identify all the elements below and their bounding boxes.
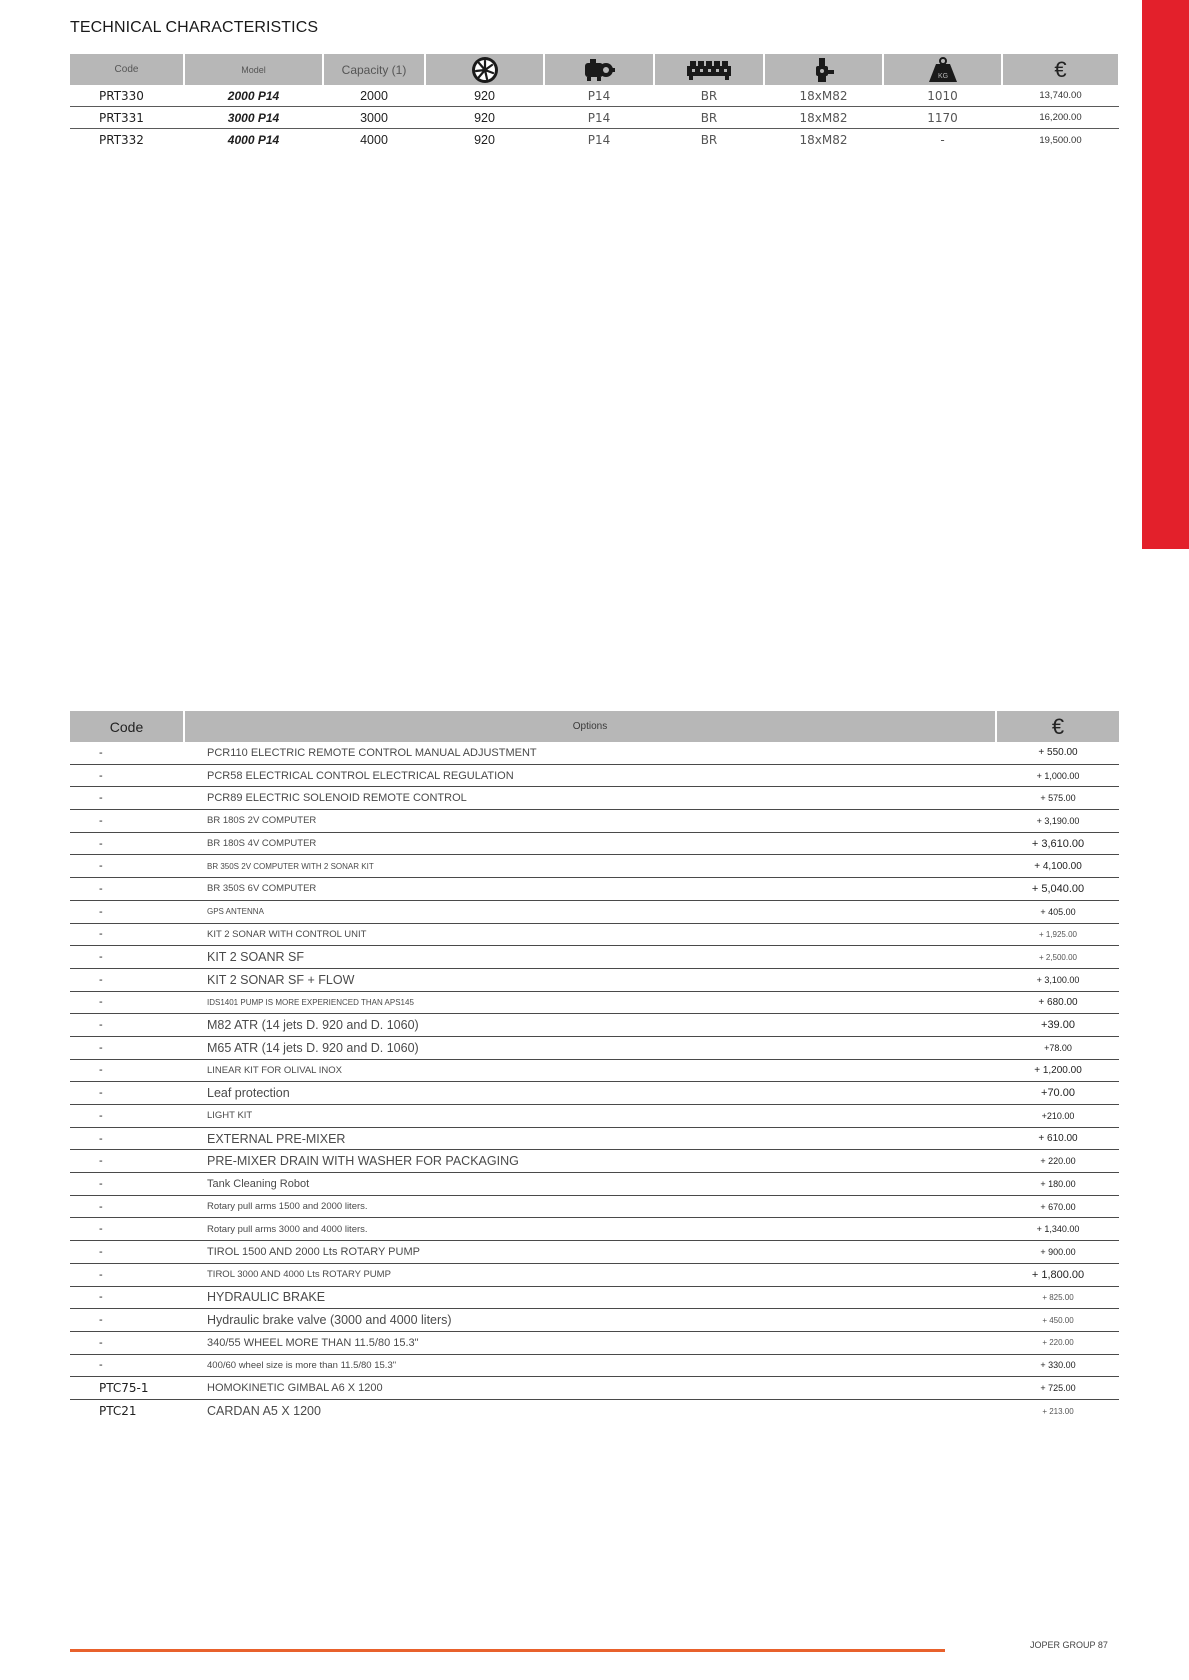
cell-price: + 670.00 (1040, 1201, 1076, 1212)
table-row (70, 742, 1119, 765)
cell-price: + 180.00 (1040, 1178, 1076, 1189)
table-row (70, 1400, 1119, 1423)
cell-price: +78.00 (1044, 1042, 1072, 1053)
cell-option: EXTERNAL PRE-MIXER (207, 1131, 346, 1146)
cell-price: + 1,000.00 (1036, 770, 1080, 781)
cell-code: - (99, 860, 103, 873)
cell-code: - (99, 746, 103, 759)
header-options: Options (185, 711, 995, 742)
cell-code: - (99, 1245, 103, 1258)
cell-price: +70.00 (1041, 1087, 1075, 1100)
cell-option: M82 ATR (14 jets D. 920 and D. 1060) (207, 1018, 419, 1033)
footer-page-label: JOPER GROUP 87 (1030, 1640, 1108, 1650)
cell-nozzles: 18xM82 (799, 133, 848, 147)
cell-price: + 725.00 (1040, 1383, 1076, 1394)
cell-option: TIROL 3000 AND 4000 Lts ROTARY PUMP (207, 1269, 391, 1281)
cell-code: PTC21 (99, 1404, 137, 1419)
cell-code: - (99, 882, 103, 895)
cell-price: + 3,610.00 (1031, 837, 1085, 850)
cell-price: + 610.00 (1038, 1133, 1078, 1145)
table-row (70, 1037, 1119, 1060)
cell-option: Rotary pull arms 3000 and 4000 liters. (207, 1223, 368, 1235)
cell-price: + 213.00 (1042, 1406, 1074, 1416)
cell-nozzles: 18xM82 (799, 88, 848, 103)
page-title: TECHNICAL CHARACTERISTICS (70, 19, 319, 36)
cell-code: PRT330 (99, 88, 144, 103)
cell-option: GPS ANTENNA (207, 907, 264, 917)
cell-code: - (99, 837, 103, 850)
table-row (70, 787, 1119, 810)
fan-icon (426, 54, 543, 85)
cell-capacity: 2000 (360, 88, 388, 103)
table-row (70, 946, 1119, 969)
table-row (70, 969, 1119, 992)
cell-code: PTC75-1 (99, 1381, 149, 1396)
table-row (70, 1060, 1119, 1083)
table-row (70, 1128, 1119, 1151)
cell-nozzles: 18xM82 (799, 110, 848, 125)
header-code: Code (70, 711, 183, 742)
cell-price: + 900.00 (1040, 1246, 1076, 1257)
cell-pump: P14 (587, 110, 611, 125)
header-capacity: Capacity (1) (324, 54, 424, 85)
table-row (70, 810, 1119, 833)
table-row (70, 129, 1119, 151)
cell-option: PRE-MIXER DRAIN WITH WASHER FOR PACKAGING (207, 1154, 519, 1169)
table-row (70, 901, 1119, 924)
cell-price: + 3,190.00 (1036, 815, 1080, 826)
header-price: € (997, 711, 1119, 742)
cell-code: PRT331 (99, 110, 144, 125)
cell-price: 19,500.00 (1039, 134, 1082, 146)
cell-option: LINEAR KIT FOR OLIVAL INOX (207, 1064, 342, 1076)
cell-option: BR 180S 2V COMPUTER (207, 815, 317, 827)
cell-weight: 1170 (927, 110, 958, 125)
table-row (70, 992, 1119, 1015)
cell-control: BR (700, 88, 718, 103)
nozzle-icon (765, 54, 882, 85)
cell-price: + 1,925.00 (1038, 929, 1078, 939)
cell-option: BR 350S 6V COMPUTER (207, 883, 317, 895)
cell-option: BR 180S 4V COMPUTER (207, 838, 317, 850)
cell-option: KIT 2 SOANR SF (207, 950, 305, 965)
table-row (70, 1355, 1119, 1378)
header-price: € (1003, 54, 1118, 85)
table-row (70, 765, 1119, 788)
header-code: Code (70, 54, 183, 85)
cell-option: LIGHT KIT (207, 1110, 253, 1122)
table-row (70, 1309, 1119, 1332)
cell-price: + 405.00 (1040, 906, 1076, 917)
cell-price: 13,740.00 (1039, 90, 1082, 101)
cell-code: - (99, 814, 103, 827)
cell-control: BR (700, 133, 718, 147)
cell-option: HOMOKINETIC GIMBAL A6 X 1200 (207, 1382, 383, 1395)
table-row (70, 107, 1119, 129)
cell-code: - (99, 1064, 103, 1077)
side-tab (1142, 0, 1189, 549)
table-row (70, 1082, 1119, 1105)
cell-option: Rotary pull arms 1500 and 2000 liters. (207, 1201, 368, 1213)
cell-price: + 330.00 (1040, 1360, 1076, 1371)
cell-code: - (99, 1019, 103, 1032)
table-row (70, 1264, 1119, 1287)
cell-price: + 550.00 (1038, 747, 1078, 759)
control-unit-icon (655, 54, 763, 85)
cell-price: + 825.00 (1042, 1292, 1074, 1302)
cell-pump: P14 (587, 88, 611, 103)
cell-code: - (99, 1155, 103, 1168)
table-row (70, 1105, 1119, 1128)
cell-code: - (99, 1177, 103, 1190)
technical-table (70, 54, 1119, 151)
cell-option: Tank Cleaning Robot (207, 1177, 310, 1190)
cell-price: + 575.00 (1040, 793, 1076, 804)
options-table-header (70, 711, 1119, 742)
technical-table-header (70, 54, 1119, 85)
table-row (70, 1218, 1119, 1241)
cell-control: BR (700, 110, 718, 125)
cell-model: 2000 P14 (227, 88, 280, 103)
cell-option: BR 350S 2V COMPUTER WITH 2 SONAR KIT (207, 861, 374, 871)
cell-model: 4000 P14 (227, 133, 280, 147)
cell-code: - (99, 1314, 103, 1327)
cell-code: PRT332 (99, 133, 144, 147)
table-row (70, 833, 1119, 856)
table-row (70, 1377, 1119, 1400)
cell-fan: 920 (474, 133, 495, 147)
cell-code: - (99, 928, 103, 941)
cell-price: + 1,800.00 (1031, 1268, 1085, 1281)
weight-icon (884, 54, 1001, 85)
table-row (70, 1014, 1119, 1037)
cell-price: + 3,100.00 (1036, 974, 1080, 985)
footer-divider (70, 1649, 945, 1652)
cell-price: + 1,200.00 (1034, 1064, 1082, 1076)
cell-capacity: 4000 (360, 133, 388, 147)
cell-pump: P14 (587, 133, 611, 147)
options-table-body (70, 742, 1119, 1423)
table-row (70, 855, 1119, 878)
cell-model: 3000 P14 (227, 110, 280, 125)
cell-code: - (99, 1359, 103, 1372)
cell-code: - (99, 1200, 103, 1213)
cell-price: + 5,040.00 (1031, 882, 1085, 895)
options-table (70, 711, 1119, 1423)
cell-option: PCR110 ELECTRIC REMOTE CONTROL MANUAL ADJUSTMENT (207, 746, 537, 759)
technical-table-body (70, 85, 1119, 151)
header-model: Model (185, 54, 322, 85)
cell-price: +39.00 (1041, 1019, 1075, 1032)
cell-option: KIT 2 SONAR WITH CONTROL UNIT (207, 928, 367, 940)
cell-option: PCR58 ELECTRICAL CONTROL ELECTRICAL REGULATION (207, 769, 514, 782)
cell-code: - (99, 973, 103, 986)
cell-code: - (99, 1223, 103, 1236)
table-row (70, 1287, 1119, 1310)
cell-option: IDS1401 PUMP IS MORE EXPERIENCED THAN APS145 (207, 997, 414, 1007)
cell-price: + 4,100.00 (1034, 860, 1082, 872)
cell-price: + 450.00 (1042, 1315, 1074, 1325)
table-row (70, 85, 1119, 107)
cell-price: + 220.00 (1042, 1338, 1074, 1348)
cell-price: 16,200.00 (1039, 112, 1082, 123)
cell-option: TIROL 1500 AND 2000 Lts ROTARY PUMP (207, 1245, 420, 1258)
pump-icon (545, 54, 653, 85)
cell-fan: 920 (474, 88, 495, 103)
cell-fan: 920 (474, 110, 495, 125)
cell-option: PCR89 ELECTRIC SOLENOID REMOTE CONTROL (207, 792, 467, 805)
cell-code: - (99, 792, 103, 805)
cell-code: - (99, 1041, 103, 1054)
cell-code: - (99, 951, 103, 964)
cell-option: 340/55 WHEEL MORE THAN 11.5/80 15.3" (207, 1336, 419, 1349)
cell-code: - (99, 1268, 103, 1281)
cell-price: + 680.00 (1038, 996, 1078, 1008)
weight-icon-label: KG (937, 72, 948, 80)
cell-price: + 1,340.00 (1036, 1224, 1080, 1235)
cell-option: Hydraulic brake valve (3000 and 4000 liters) (207, 1313, 452, 1328)
cell-code: - (99, 1087, 103, 1100)
cell-option: KIT 2 SONAR SF + FLOW (207, 972, 355, 987)
cell-code: - (99, 1336, 103, 1349)
cell-code: - (99, 1291, 103, 1304)
cell-weight: - (940, 133, 945, 147)
cell-option: HYDRAULIC BRAKE (207, 1290, 326, 1305)
table-row (70, 878, 1119, 901)
cell-capacity: 3000 (360, 110, 388, 125)
cell-weight: 1010 (927, 88, 958, 103)
cell-code: - (99, 996, 103, 1009)
cell-option: M65 ATR (14 jets D. 920 and D. 1060) (207, 1040, 419, 1055)
cell-code: - (99, 769, 103, 782)
table-row (70, 1173, 1119, 1196)
cell-price: + 2,500.00 (1038, 952, 1078, 962)
table-row (70, 924, 1119, 947)
cell-option: Leaf protection (207, 1086, 290, 1101)
table-row (70, 1332, 1119, 1355)
cell-price: +210.00 (1041, 1110, 1075, 1121)
table-row (70, 1196, 1119, 1219)
cell-code: - (99, 905, 103, 918)
cell-price: + 220.00 (1040, 1156, 1076, 1167)
table-row (70, 1150, 1119, 1173)
cell-code: - (99, 1109, 103, 1122)
cell-option: CARDAN A5 X 1200 (207, 1404, 321, 1419)
cell-code: - (99, 1132, 103, 1145)
cell-option: 400/60 wheel size is more than 11.5/80 15.3" (207, 1359, 397, 1371)
table-row (70, 1241, 1119, 1264)
